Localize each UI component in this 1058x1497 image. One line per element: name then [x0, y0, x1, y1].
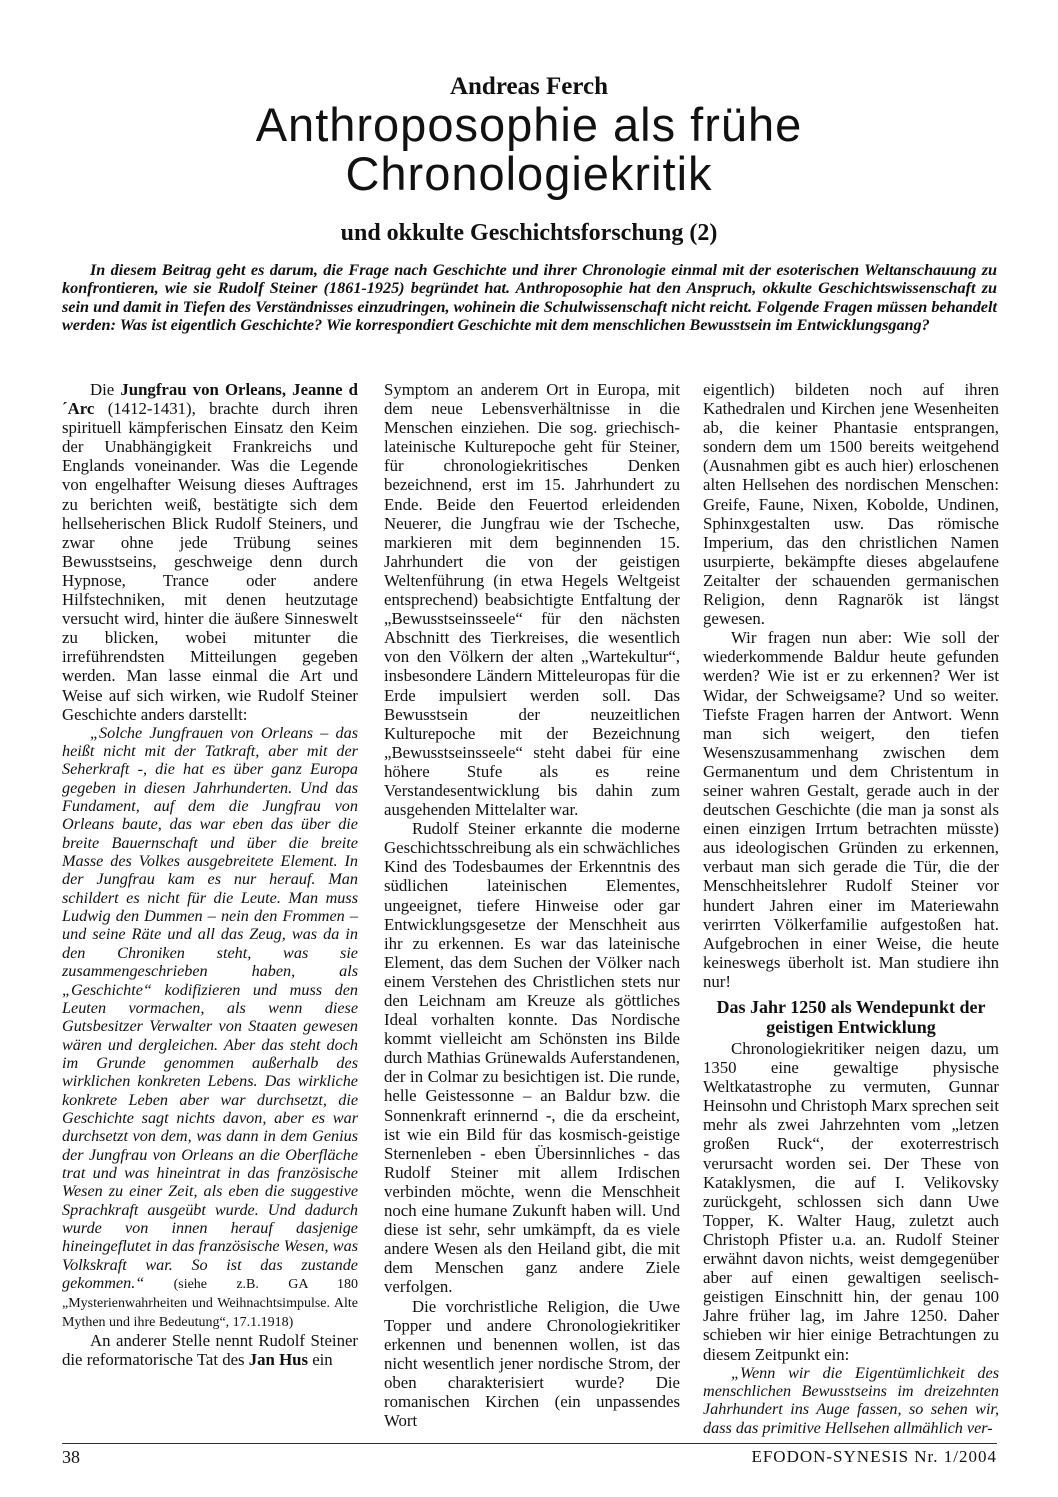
column-1	[62, 380, 358, 1369]
col1-paragraph-2	[62, 1331, 358, 1369]
col2-paragraph-2: Rudolf Steiner erkannte die moderne Geschichtsschreibung als ein schwächliches Kind des Todesbaumes der Erkenntnis des südlichen lateinischen Elementes, ungeeignet, tiefere Hinweise oder gar Entwicklungsgesetze der Menschheit aus ihr zu erkennen. Es war das lateinische Element, das dem Suchen der Völker nach einem Verstehen des Christlichen stets nur den Leichnam am Kreuze als göttliches Ideal vorhalten konnte. Das Nordische kommt vielleicht am Schönsten ins Bilde durch Mathias Grünewalds Auferstandenen, der in Colmar zu besichtigen ist. Die runde, helle Geistessonne – an Baldur bzw. die Sonnenkraft erinnernd -, die da erscheint, ist wie ein Bild für das kosmisch-geistige Sternenleben - eben Übersinnliches - das Rudolf Steiner mit allem Irdischen verbinden möchte, wenn die Menschheit noch eine humane Zukunft haben will. Und diese ist sehr, sehr umkämpft, da es viele andere Wesen als den Heiland gibt, die mit dem Menschen ganz andere Ziele verfolgen.	[384, 819, 680, 1297]
col1-p2-bold: Jan Hus	[248, 1350, 308, 1370]
col3-paragraph-1: eigentlich) bildeten noch auf ihren Kathedralen und Kirchen jene Wesenheiten ab, die keiner Phantasie entsprangen, sondern dem um 1500 bereits weitgehend (Ausnahmen gibt es auch hier) erloschenen alten Hellsehen des nordischen Menschen: Greife, Faune, Nixen, Kobolde, Undinen, Sphinxgestalten usw. Das römische Imperium, das den christlichen Namen usurpierte, bekämpfte dieses abgelaufene Zeitalter der schauenden germanischen Religion, denn Ragnarök ist längst gewesen.	[703, 380, 999, 629]
article-title	[0, 100, 1058, 198]
col1-p1-bold: Jungfrau von Orleans, Jeanne d´Arc	[62, 380, 358, 419]
article-abstract: In diesem Beitrag geht es darum, die Frage nach Geschichte und ihrer Chronologie einmal mit der esoterischen Weltanschauung zu konfrontieren, wie sie Rudolf Steiner (1861-1925) begründet hat. Anthroposophie hat den Anspruch, okkulte Geschichtswissenschaft zu sein und damit in Tiefen des Verständnisses einzudringen, wohinein die Schulwissenschaft nicht reicht. Folgende Fragen müssen behandelt werden: Was ist eigentlich Geschichte? Wie korrespondiert Geschichte mit dem menschlichen Bewusstsein im Entwicklungsgang?	[62, 261, 997, 335]
col1-quote-text: „Solche Jungfrauen von Orleans – das heißt nicht mit der Tatkraft, aber mit der Seherkraft -, die hat es über ganz Europa gegeben in diesen Jahrhunderten. Und das Fundament, auf dem die Jungfrau von Orleans baute, das war eben das über die breite Bauernschaft und über die breite Masse des Volkes ausgebreitete Element. In der Jungfrau kam es nur herauf. Man schildert es nicht für die Leute. Man muss Ludwig den Dummen – nein den Frommen – und seine Räte und all das Zeug, was da in den Chroniken steht, was sie zusammengeschrieben haben, als „Geschichte“ kodifizieren und muss den Leuten vormachen, als wenn diese Gutsbesitzer Verwalter von Staaten gewesen wären und dergleichen. Aber das steht doch im Grunde genommen außerhalb des wirklichen konkreten Lebens. Das wirkliche konkrete Leben aber war durchsetzt, die Geschichte sagt nichts davon, aber es war durchsetzt von dem, was dann in dem Genius der Jungfrau von Orleans an die Oberfläche trat und was hineintrat in das französische Wesen zu einer Zeit, als eben die suggestive Sprachkraft ausgeübt wurde. Und dadurch wurde von innen herauf dasjenige hineingeflutet in das französische Wesen, was Volkskraft war. So ist das zustande gekommen.“	[62, 723, 358, 1292]
col1-p2-rest: ein	[308, 1350, 333, 1370]
col3-quote: „Wenn wir die Eigentümlichkeit des menschlichen Bewusstseins im dreizehnten Jahrhundert ins Auge fassen, so sehen wir, dass das primitive Hellsehen allmählich ver-	[703, 1363, 999, 1437]
col1-quote-reference: (siehe z.B. GA 180 „Mysterienwahrheiten und Weihnachtsimpulse. Alte Mythen und ihre Bedeutung“, 17.1.1918)	[62, 1277, 358, 1330]
col3-paragraph-2: Wir fragen nun aber: Wie soll der wiederkommende Baldur heute gefunden werden? Wie ist er zu erkennen? Wer ist Widar, der Schweigsame? Und so weiter. Tiefste Fragen harren der Antwort. Wenn man sich weigert, den tiefen Wesenszusammenhang zwischen dem Germanentum und dem Christentum in seiner wahren Gestalt, gerade auch in der deutschen Geschichte (die man ja sonst als einen einzigen Irrtum betrachten müsste) aus ideologischen Gründen zu erkennen, verbaut man sich gerade die Tür, die der Menschheitslehrer Rudolf Steiner vor hundert Jahren einer im Materiewahn verirrten Völkerfamilie aufgestoßen hat. Aufgebrochen in einer Weise, die heute keineswegs überholt ist. Man studiere ihn nur!	[703, 628, 999, 991]
col1-p1-rest: (1412-1431), brachte durch ihren spirituell kämpferischen Einsatz den Keim der Unabhängigkeit Frankreichs und Englands voneinander. Was die Legende von engelhafter Weisung dieses Auftrages zu berichten weiß, bestätigte sich dem hellseherischen Blick Rudolf Steiners, und zwar ohne jede Trübung seines Bewusstseins, geschweige denn durch Hypnose, Trance oder andere Hilfstechniken, mit denen heutzutage versucht wird, hinter die äußere Sinneswelt zu blicken, wobei mitunter die irreführendsten Mitteilungen gegeben werden. Man lasse einmal die Art und Weise auf sich wirken, wie Rudolf Steiner Geschichte anders darstellt:	[62, 399, 358, 724]
page-number: 38	[62, 1447, 80, 1467]
col3-paragraph-3: Chronologiekritiker neigen dazu, um 1350 eine gewaltige physische Weltkatastrophe zu vermuten, Gunnar Heinsohn und Christoph Marx sprechen seit mehr als zwei Jahrzehnten vom „letzen großen Ruck“, der exoterrestrisch verursacht worden sei. Der These von Kataklysmen, die auf I. Velikovsky zurückgeht, schlossen sich dann Uwe Topper, K. Walter Haug, zuletzt auch Christoph Pfister u.a. an. Rudolf Steiner erwähnt davon nichts, weist demgegenüber aber auf einen gewaltigen seelisch-geistigen Einschnitt hin, der genau 100 Jahre früher lag, im Jahre 1250. Daher schieben wir hier einige Betrachtungen zu diesem Zeitpunkt ein:	[703, 1039, 999, 1364]
journal-name: EFODON-SYNESIS Nr. 1/2004	[751, 1447, 997, 1466]
section-heading: Das Jahr 1250 als Wendepunkt der geistigen Entwicklung	[716, 997, 986, 1037]
col1-paragraph-1	[62, 380, 358, 724]
col2-paragraph-1: Symptom an anderem Ort in Europa, mit dem neue Lebensverhältnisse in die Menschen einziehen. Die sog. griechisch-lateinische Kulturepoche geht für Steiner, für chronologiekritisches Denken bezeichnend, erst im 15. Jahrhundert zu Ende. Beide den Feuertod erleidenden Neuerer, die Jungfrau wie der Tscheche, markieren mit dem beginnenden 15. Jahrhundert die von der geistigen Weltenführung (in etwa Hegels Weltgeist entsprechend) beabsichtigte Entfaltung der „Bewusstseinsseele“ für den nächsten Abschnitt des Tierkreises, die wesentlich von den Völkern der alten „Wartekultur“, insbesondere Ländern Mitteleuropas für die Erde impulsiert werden soll. Das Bewusstsein der neuzeitlichen Kulturepoche mit der Bezeichnung „Bewusstseinsseele“ steht dabei für eine höhere Stufe als es reine Verstandesentwicklung bis dahin zum ausgehenden Mittelalter war.	[384, 380, 680, 820]
footer-rule	[62, 1443, 997, 1444]
title-line-2: Chronologiekritik	[345, 147, 713, 200]
article-author: Andreas Ferch	[449, 73, 609, 100]
article-subtitle: und okkulte Geschichtsforschung (2)	[340, 220, 718, 246]
col1-p2-start: An anderer Stelle nennt Rudolf Steiner die reformatorische Tat des	[62, 1331, 358, 1370]
column-3	[703, 380, 999, 1437]
col2-paragraph-3: Die vorchristliche Religion, die Uwe Topper und andere Chronologiekritiker erkennen und benennen wollen, ist das nicht wesentlich jener nordische Strom, der oben charakterisiert wurde? Die romanischen Kirchen (ein unpassendes Wort	[384, 1296, 680, 1431]
col1-p1-start: Die	[90, 380, 121, 399]
col1-quote	[62, 724, 358, 1331]
title-line-1: Anthroposophie als frühe	[255, 98, 803, 151]
column-2	[384, 380, 680, 1430]
